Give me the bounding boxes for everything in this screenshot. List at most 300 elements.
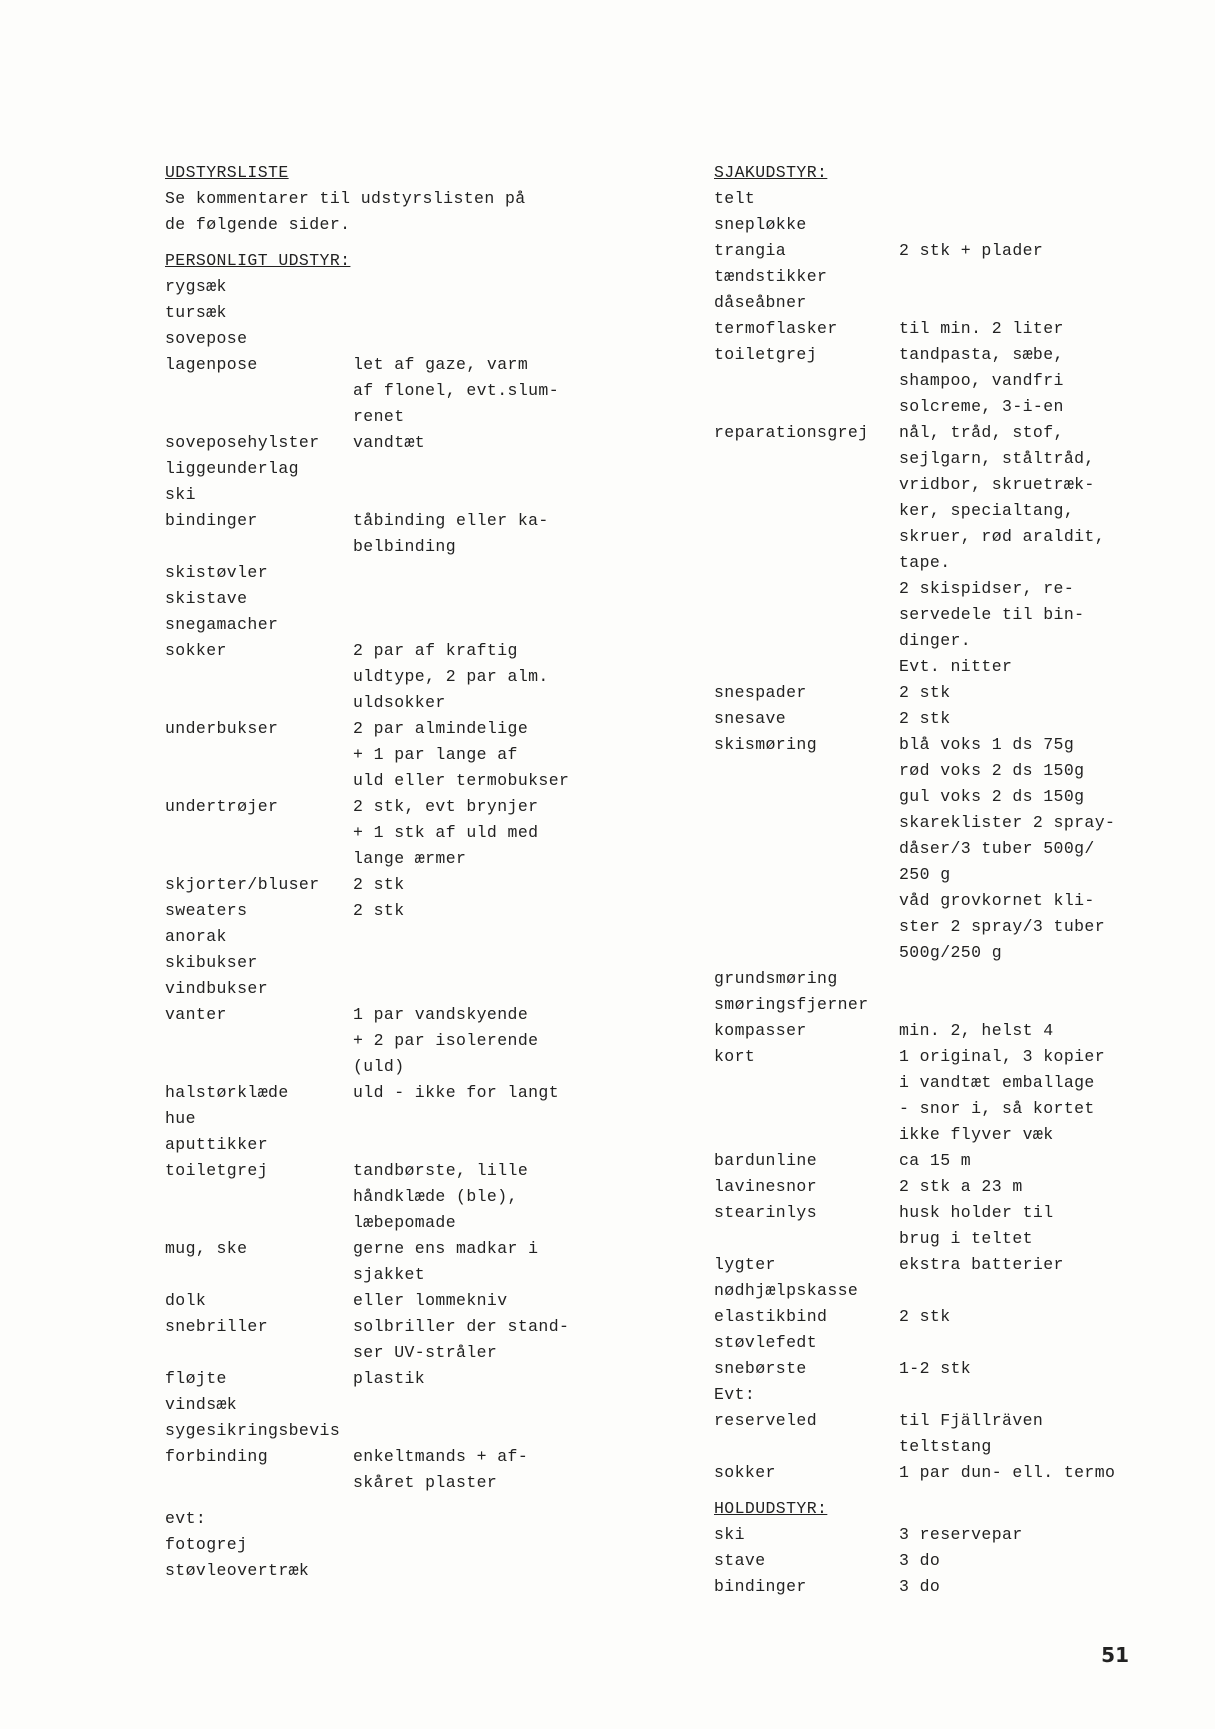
item-label: skistave: [165, 589, 248, 608]
item-label: stearinlys: [714, 1203, 818, 1222]
item-note: plastik: [353, 1369, 426, 1388]
list-item: [714, 498, 1184, 524]
item-label: Evt:: [714, 1385, 756, 1404]
list-item: [714, 342, 1184, 368]
item-label: vindsæk: [165, 1395, 238, 1414]
list-item: [714, 1356, 1184, 1382]
item-note: 3 do: [899, 1551, 941, 1570]
item-note: håndklæde (ble),: [353, 1187, 518, 1206]
item-note: 1 par dun- ell. termo: [899, 1463, 1116, 1482]
list-item: [714, 524, 1184, 550]
item-label: evt:: [165, 1509, 207, 1528]
list-item: [714, 1460, 1184, 1486]
list-item: [165, 612, 585, 638]
item-note: 250 g: [899, 865, 951, 884]
list-item: [165, 1506, 585, 1532]
item-label: [165, 768, 353, 794]
spacer: [165, 1496, 585, 1506]
item-note: sjakket: [353, 1265, 426, 1284]
list-item: [165, 1054, 585, 1080]
item-note: nål, tråd, stof,: [899, 423, 1064, 442]
item-label: [165, 1210, 353, 1236]
item-label: kompasser: [714, 1021, 807, 1040]
item-label: [165, 820, 353, 846]
item-label: soveposehylster: [165, 433, 320, 452]
item-note: lange ærmer: [353, 849, 467, 868]
list-item: [714, 992, 1184, 1018]
item-note: af flonel, evt.slum-: [353, 381, 560, 400]
item-note: 1 original, 3 kopier: [899, 1047, 1106, 1066]
list-item: [165, 950, 585, 976]
list-item: [165, 378, 585, 404]
list-item: [714, 1408, 1184, 1434]
list-item: [714, 446, 1184, 472]
item-label: dolk: [165, 1291, 207, 1310]
list-item: [165, 1158, 585, 1184]
item-label: [714, 654, 899, 680]
list-item: [165, 1288, 585, 1314]
list-item: [165, 1392, 585, 1418]
item-note: 2 stk: [353, 901, 405, 920]
list-item: [714, 1434, 1184, 1460]
item-note: 2 stk + plader: [899, 241, 1044, 260]
list-item: [714, 888, 1184, 914]
item-label: [714, 940, 899, 966]
list-item: [165, 1106, 585, 1132]
item-label: sokker: [714, 1463, 776, 1482]
list-item: [714, 264, 1184, 290]
item-label: tændstikker: [714, 267, 828, 286]
item-label: [714, 628, 899, 654]
list-item: [165, 1444, 585, 1470]
list-item: [165, 768, 585, 794]
list-item: [165, 534, 585, 560]
spacer: [714, 1486, 1184, 1496]
item-label: [165, 378, 353, 404]
list-item: [714, 836, 1184, 862]
item-label: [165, 846, 353, 872]
item-label: anorak: [165, 927, 227, 946]
item-label: lavinesnor: [714, 1177, 818, 1196]
item-label: toiletgrej: [714, 345, 818, 364]
item-label: [165, 1054, 353, 1080]
list-item: [714, 1330, 1184, 1356]
item-note: Evt. nitter: [899, 657, 1013, 676]
item-label: Se kommentarer til udstyrslisten på: [165, 189, 526, 208]
item-label: liggeunderlag: [165, 459, 299, 478]
list-item: [714, 862, 1184, 888]
list-item: [165, 326, 585, 352]
item-note: husk holder til: [899, 1203, 1054, 1222]
list-item: [165, 742, 585, 768]
list-item: [714, 784, 1184, 810]
personal-equipment-column: [165, 160, 585, 1584]
item-label: fløjte: [165, 1369, 227, 1388]
item-label: snebriller: [165, 1317, 269, 1336]
item-note: + 1 par lange af: [353, 745, 518, 764]
item-note: 2 par af kraftig: [353, 641, 518, 660]
list-item: [165, 1366, 585, 1392]
item-label: tursæk: [165, 303, 227, 322]
list-item: [165, 508, 585, 534]
list-item: [714, 758, 1184, 784]
item-label: snesave: [714, 709, 787, 728]
item-note: vridbor, skruetræk-: [899, 475, 1095, 494]
list-item: [714, 1574, 1184, 1600]
list-item: [714, 1096, 1184, 1122]
list-item: [714, 1122, 1184, 1148]
list-item: [714, 212, 1184, 238]
item-label: lagenpose: [165, 355, 258, 374]
item-note: (uld): [353, 1057, 405, 1076]
group-equipment-column: [714, 160, 1184, 1600]
list-item: [714, 1174, 1184, 1200]
list-item: [714, 238, 1184, 264]
item-label: [165, 690, 353, 716]
item-label: reparationsgrej: [714, 423, 869, 442]
list-item: [714, 420, 1184, 446]
item-note: 2 stk: [899, 683, 951, 702]
item-note: sejlgarn, ståltråd,: [899, 449, 1095, 468]
list-item: [165, 846, 585, 872]
item-label: [165, 1184, 353, 1210]
list-item: [714, 810, 1184, 836]
item-label: sweaters: [165, 901, 248, 920]
list-item: [165, 1314, 585, 1340]
item-label: sovepose: [165, 329, 248, 348]
item-label: skistøvler: [165, 563, 269, 582]
item-note: dinger.: [899, 631, 972, 650]
item-label: [714, 602, 899, 628]
item-label: [714, 888, 899, 914]
section-heading: [165, 248, 585, 274]
item-note: tape.: [899, 553, 951, 572]
item-label: snegamacher: [165, 615, 279, 634]
item-label: grundsmøring: [714, 969, 838, 988]
list-item: [165, 1184, 585, 1210]
item-label: [714, 550, 899, 576]
item-note: rød voks 2 ds 150g: [899, 761, 1085, 780]
item-note: ekstra batterier: [899, 1255, 1064, 1274]
section-heading: [165, 160, 585, 186]
item-note: + 2 par isolerende: [353, 1031, 539, 1050]
list-item: [165, 274, 585, 300]
heading-text: HOLDUDSTYR:: [714, 1499, 828, 1518]
item-note: gul voks 2 ds 150g: [899, 787, 1085, 806]
list-item: [165, 212, 585, 238]
item-label: bindinger: [165, 511, 258, 530]
list-item: [165, 820, 585, 846]
item-note: 2 stk, evt brynjer: [353, 797, 539, 816]
item-label: [714, 576, 899, 602]
list-item: [714, 602, 1184, 628]
list-item: [165, 560, 585, 586]
item-label: forbinding: [165, 1447, 269, 1466]
list-item: [714, 940, 1184, 966]
item-label: [714, 1226, 899, 1252]
item-label: snepløkke: [714, 215, 807, 234]
item-note: 2 stk: [353, 875, 405, 894]
page-number: 51: [1101, 1643, 1129, 1667]
item-note: min. 2, helst 4: [899, 1021, 1054, 1040]
item-label: stave: [714, 1551, 766, 1570]
item-label: [714, 472, 899, 498]
item-label: støvlefedt: [714, 1333, 818, 1352]
item-note: uldtype, 2 par alm.: [353, 667, 549, 686]
list-item: [165, 352, 585, 378]
list-item: [165, 664, 585, 690]
item-label: [714, 784, 899, 810]
item-note: 2 par almindelige: [353, 719, 529, 738]
item-label: bindinger: [714, 1577, 807, 1596]
item-label: støvleovertræk: [165, 1561, 310, 1580]
list-item: [165, 1558, 585, 1584]
item-note: servedele til bin-: [899, 605, 1085, 624]
item-label: sokker: [165, 641, 227, 660]
item-label: dåseåbner: [714, 293, 807, 312]
list-item: [165, 1236, 585, 1262]
item-label: termoflasker: [714, 319, 838, 338]
item-note: skruer, rød araldit,: [899, 527, 1106, 546]
item-label: elastikbind: [714, 1307, 828, 1326]
item-note: tandbørste, lille: [353, 1161, 529, 1180]
item-label: [714, 368, 899, 394]
list-item: [165, 872, 585, 898]
item-label: halstørklæde: [165, 1083, 289, 1102]
item-note: solcreme, 3-i-en: [899, 397, 1064, 416]
item-label: [714, 394, 899, 420]
list-item: [714, 290, 1184, 316]
item-label: [714, 1070, 899, 1096]
item-label: sygesikringsbevis: [165, 1421, 341, 1440]
item-label: undertrøjer: [165, 797, 279, 816]
item-label: [714, 862, 899, 888]
item-label: [714, 1096, 899, 1122]
item-note: i vandtæt emballage: [899, 1073, 1095, 1092]
item-note: enkeltmands + af-: [353, 1447, 529, 1466]
item-note: + 1 stk af uld med: [353, 823, 539, 842]
item-note: renet: [353, 407, 405, 426]
list-item: [165, 482, 585, 508]
list-item: [165, 690, 585, 716]
item-note: 1 par vandskyende: [353, 1005, 529, 1024]
list-item: [714, 1522, 1184, 1548]
list-item: [714, 472, 1184, 498]
list-item: [165, 1028, 585, 1054]
list-item: [165, 404, 585, 430]
item-label: hue: [165, 1109, 196, 1128]
list-item: [165, 1002, 585, 1028]
list-item: [165, 456, 585, 482]
list-item: [714, 1304, 1184, 1330]
item-note: ker, specialtang,: [899, 501, 1075, 520]
item-note: gerne ens madkar i: [353, 1239, 539, 1258]
list-item: [165, 924, 585, 950]
item-label: lygter: [714, 1255, 776, 1274]
item-label: underbukser: [165, 719, 279, 738]
item-label: skjorter/bluser: [165, 875, 320, 894]
list-item: [714, 1070, 1184, 1096]
item-note: brug i teltet: [899, 1229, 1033, 1248]
item-note: shampoo, vandfri: [899, 371, 1064, 390]
item-label: telt: [714, 189, 756, 208]
item-note: solbriller der stand-: [353, 1317, 570, 1336]
list-item: [714, 680, 1184, 706]
item-label: mug, ske: [165, 1239, 248, 1258]
item-label: [714, 446, 899, 472]
item-note: ikke flyver væk: [899, 1125, 1054, 1144]
list-item: [165, 586, 585, 612]
item-label: ski: [165, 485, 196, 504]
item-label: [165, 404, 353, 430]
item-note: dåser/3 tuber 500g/: [899, 839, 1095, 858]
item-label: [165, 664, 353, 690]
list-item: [714, 966, 1184, 992]
item-label: [714, 1434, 899, 1460]
list-item: [165, 1532, 585, 1558]
item-label: [165, 1028, 353, 1054]
item-label: toiletgrej: [165, 1161, 269, 1180]
heading-text: SJAKUDSTYR:: [714, 163, 828, 182]
list-item: [165, 1132, 585, 1158]
list-item: [165, 1210, 585, 1236]
heading-text: UDSTYRSLISTE: [165, 163, 289, 182]
list-item: [165, 300, 585, 326]
list-item: [165, 1340, 585, 1366]
list-item: [714, 1200, 1184, 1226]
item-label: skismøring: [714, 735, 818, 754]
item-note: 2 stk a 23 m: [899, 1177, 1023, 1196]
section-heading: [714, 160, 1184, 186]
item-label: [165, 742, 353, 768]
list-item: [165, 1262, 585, 1288]
item-label: vindbukser: [165, 979, 269, 998]
item-label: [165, 1340, 353, 1366]
list-item: [714, 316, 1184, 342]
section-heading: [714, 1496, 1184, 1522]
item-note: ster 2 spray/3 tuber: [899, 917, 1106, 936]
list-item: [714, 914, 1184, 940]
list-item: [165, 1080, 585, 1106]
item-label: [165, 534, 353, 560]
item-label: skibukser: [165, 953, 258, 972]
heading-text: PERSONLIGT UDSTYR:: [165, 251, 351, 270]
list-item: [165, 716, 585, 742]
item-note: tandpasta, sæbe,: [899, 345, 1064, 364]
item-note: ca 15 m: [899, 1151, 972, 1170]
list-item: [714, 576, 1184, 602]
item-label: rygsæk: [165, 277, 227, 296]
list-item: [165, 976, 585, 1002]
list-item: [714, 1226, 1184, 1252]
item-note: 3 reservepar: [899, 1525, 1023, 1544]
item-label: [714, 836, 899, 862]
list-item: [165, 430, 585, 456]
item-label: [714, 758, 899, 784]
item-label: ski: [714, 1525, 745, 1544]
item-note: 2 stk: [899, 709, 951, 728]
item-note: 2 stk: [899, 1307, 951, 1326]
list-item: [714, 186, 1184, 212]
list-item: [165, 898, 585, 924]
item-note: eller lommekniv: [353, 1291, 508, 1310]
item-label: smøringsfjerner: [714, 995, 869, 1014]
item-note: let af gaze, varm: [353, 355, 529, 374]
item-label: reserveled: [714, 1411, 818, 1430]
list-item: [165, 1418, 585, 1444]
item-note: skareklister 2 spray-: [899, 813, 1116, 832]
item-note: teltstang: [899, 1437, 992, 1456]
list-item: [714, 1548, 1184, 1574]
item-note: 1-2 stk: [899, 1359, 972, 1378]
list-item: [714, 1382, 1184, 1408]
item-label: [714, 498, 899, 524]
list-item: [714, 1018, 1184, 1044]
item-label: de følgende sider.: [165, 215, 351, 234]
list-item: [714, 550, 1184, 576]
item-note: våd grovkornet kli-: [899, 891, 1095, 910]
list-item: [714, 1252, 1184, 1278]
list-item: [714, 732, 1184, 758]
list-item: [714, 394, 1184, 420]
list-item: [714, 1148, 1184, 1174]
item-note: til Fjällräven: [899, 1411, 1044, 1430]
item-note: 3 do: [899, 1577, 941, 1596]
item-label: bardunline: [714, 1151, 818, 1170]
item-note: uld eller termobukser: [353, 771, 570, 790]
item-note: uldsokker: [353, 693, 446, 712]
item-label: [165, 1470, 353, 1496]
list-item: [165, 794, 585, 820]
item-label: aputtikker: [165, 1135, 269, 1154]
item-label: snespader: [714, 683, 807, 702]
item-label: snebørste: [714, 1359, 807, 1378]
item-note: ser UV-stråler: [353, 1343, 498, 1362]
item-label: [165, 1262, 353, 1288]
list-item: [714, 628, 1184, 654]
item-label: [714, 810, 899, 836]
item-note: læbepomade: [353, 1213, 457, 1232]
list-item: [165, 186, 585, 212]
list-item: [165, 638, 585, 664]
item-note: 2 skispidser, re-: [899, 579, 1075, 598]
item-label: [714, 914, 899, 940]
list-item: [165, 1470, 585, 1496]
item-note: blå voks 1 ds 75g: [899, 735, 1075, 754]
item-note: uld - ikke for langt: [353, 1083, 560, 1102]
item-label: nødhjælpskasse: [714, 1281, 859, 1300]
item-label: fotogrej: [165, 1535, 248, 1554]
item-note: vandtæt: [353, 433, 426, 452]
list-item: [714, 1044, 1184, 1070]
item-label: kort: [714, 1047, 756, 1066]
item-label: vanter: [165, 1005, 227, 1024]
item-note: - snor i, så kortet: [899, 1099, 1095, 1118]
item-note: belbinding: [353, 537, 457, 556]
item-note: 500g/250 g: [899, 943, 1003, 962]
list-item: [714, 706, 1184, 732]
item-label: [714, 1122, 899, 1148]
spacer: [165, 238, 585, 248]
item-label: [714, 524, 899, 550]
list-item: [714, 368, 1184, 394]
item-note: skåret plaster: [353, 1473, 498, 1492]
item-note: tåbinding eller ka-: [353, 511, 549, 530]
item-note: til min. 2 liter: [899, 319, 1064, 338]
list-item: [714, 1278, 1184, 1304]
list-item: [714, 654, 1184, 680]
item-label: trangia: [714, 241, 787, 260]
